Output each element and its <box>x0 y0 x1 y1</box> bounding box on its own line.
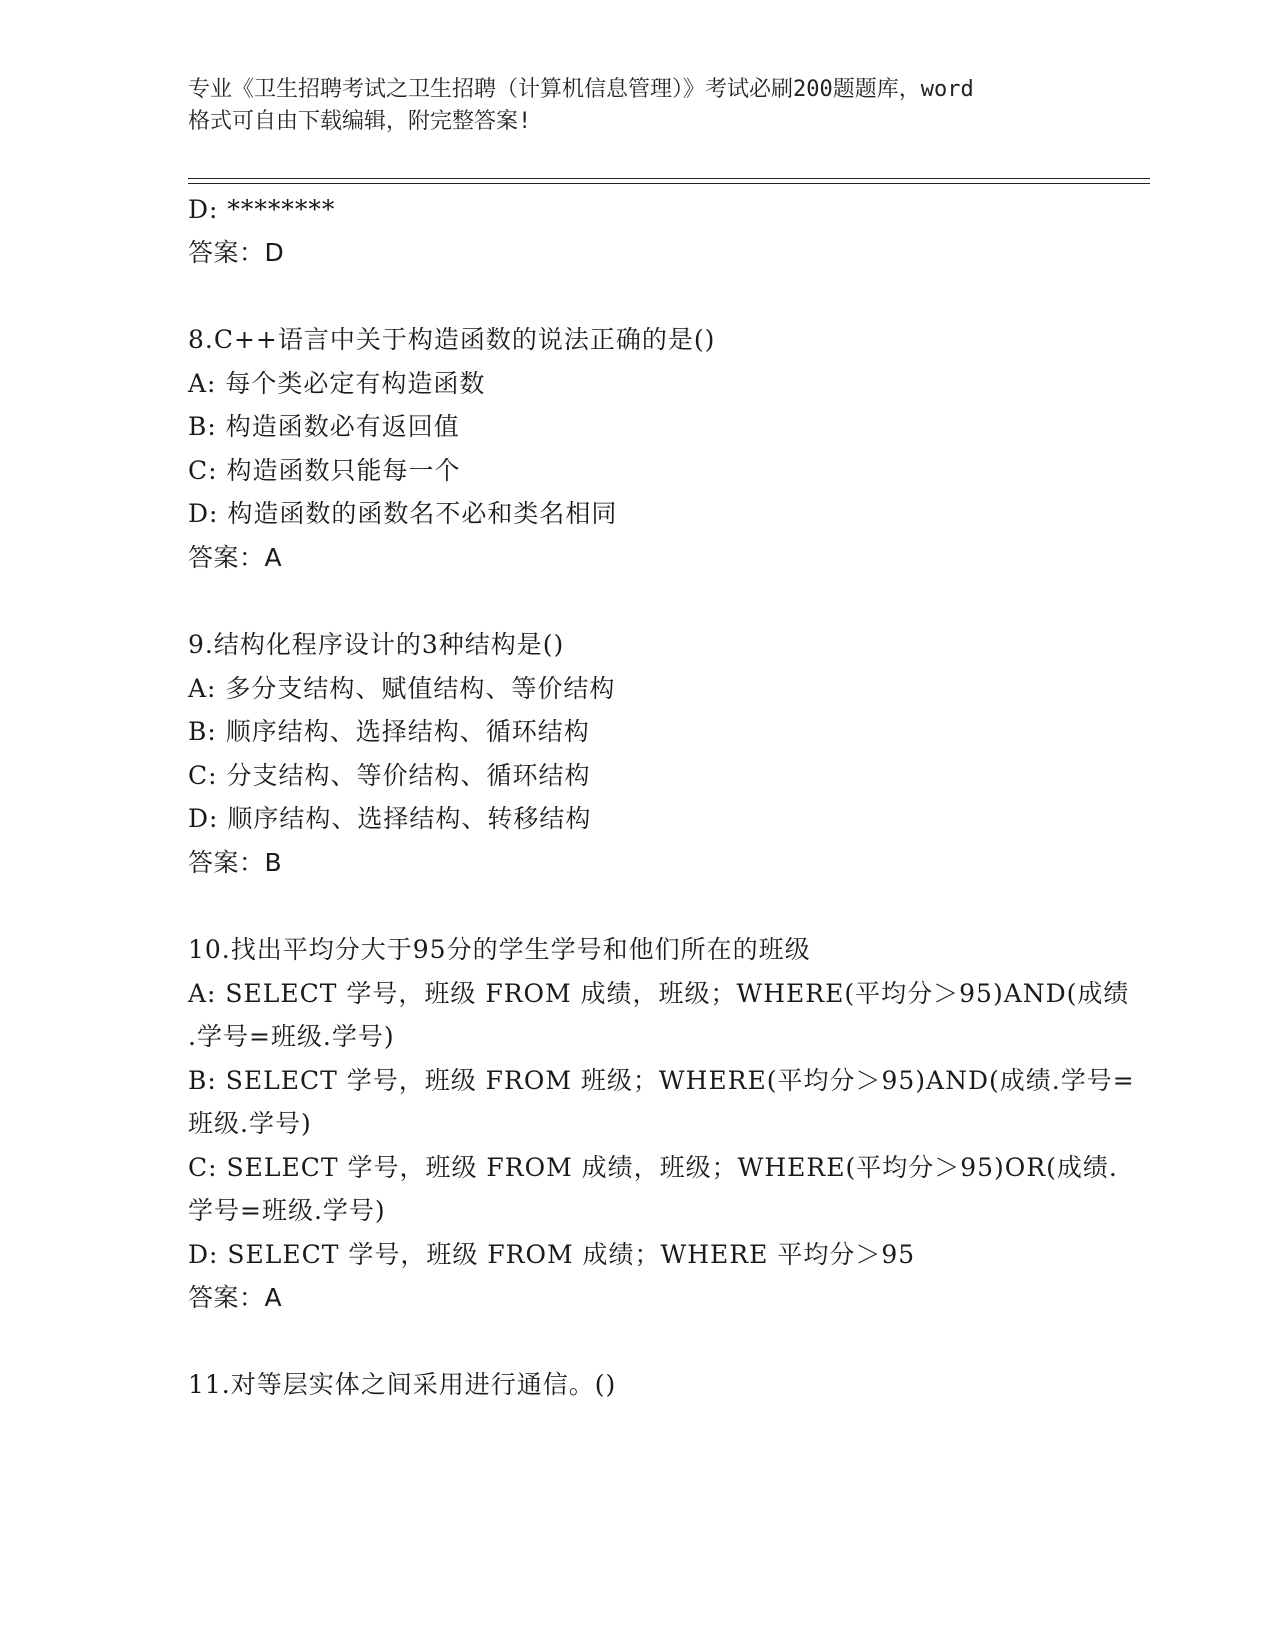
q9-answer: 答案：B <box>188 848 283 877</box>
q10-option-b-line-1: B: SELECT 学号，班级 FROM 班级；WHERE(平均分＞95)AND(成绩.学号= <box>188 1066 1135 1095</box>
q9-option-c: C: 分支结构、等价结构、循环结构 <box>188 761 591 790</box>
q10-question: 10.找出平均分大于95分的学生学号和他们所在的班级 <box>188 935 811 964</box>
header-line-2: 格式可自由下载编辑，附完整答案! <box>188 109 532 134</box>
header-line-1: 专业《卫生招聘考试之卫生招聘（计算机信息管理）》考试必刷200题题库，word <box>188 77 974 102</box>
q10-option-c-line-2: 学号=班级.学号) <box>188 1196 386 1225</box>
header-rule-top <box>188 178 1150 179</box>
q9-question: 9.结构化程序设计的3种结构是() <box>188 630 565 659</box>
q8-answer: 答案：A <box>188 543 283 572</box>
q10-option-b-line-2: 班级.学号) <box>188 1109 312 1138</box>
q9-option-a: A: 多分支结构、赋值结构、等价结构 <box>188 674 616 703</box>
q8-option-c: C: 构造函数只能每一个 <box>188 456 461 485</box>
prev-answer: 答案：D <box>188 238 285 267</box>
q10-option-a-line-1: A: SELECT 学号，班级 FROM 成绩，班级；WHERE(平均分＞95)AND(成绩 <box>188 979 1130 1008</box>
q8-question: 8.C++语言中关于构造函数的说法正确的是() <box>188 325 716 354</box>
q10-option-c-line-1: C: SELECT 学号，班级 FROM 成绩，班级；WHERE(平均分＞95)OR(成绩. <box>188 1153 1118 1182</box>
prev-option-d: D: ******** <box>188 195 336 224</box>
q11-question: 11.对等层实体之间采用进行通信。() <box>188 1370 617 1399</box>
document-header <box>188 74 1088 138</box>
q10-option-d: D: SELECT 学号，班级 FROM 成绩；WHERE 平均分＞95 <box>188 1240 916 1269</box>
q10-answer: 答案：A <box>188 1283 283 1312</box>
q9-option-b: B: 顺序结构、选择结构、循环结构 <box>188 717 590 746</box>
q8-option-b: B: 构造函数必有返回值 <box>188 412 460 441</box>
q10-option-a-line-2: .学号=班级.学号) <box>188 1022 395 1051</box>
q9-option-d: D: 顺序结构、选择结构、转移结构 <box>188 804 592 833</box>
q8-option-d: D: 构造函数的函数名不必和类名相同 <box>188 499 618 528</box>
q8-option-a: A: 每个类必定有构造函数 <box>188 369 486 398</box>
header-rule-bottom <box>188 183 1150 184</box>
